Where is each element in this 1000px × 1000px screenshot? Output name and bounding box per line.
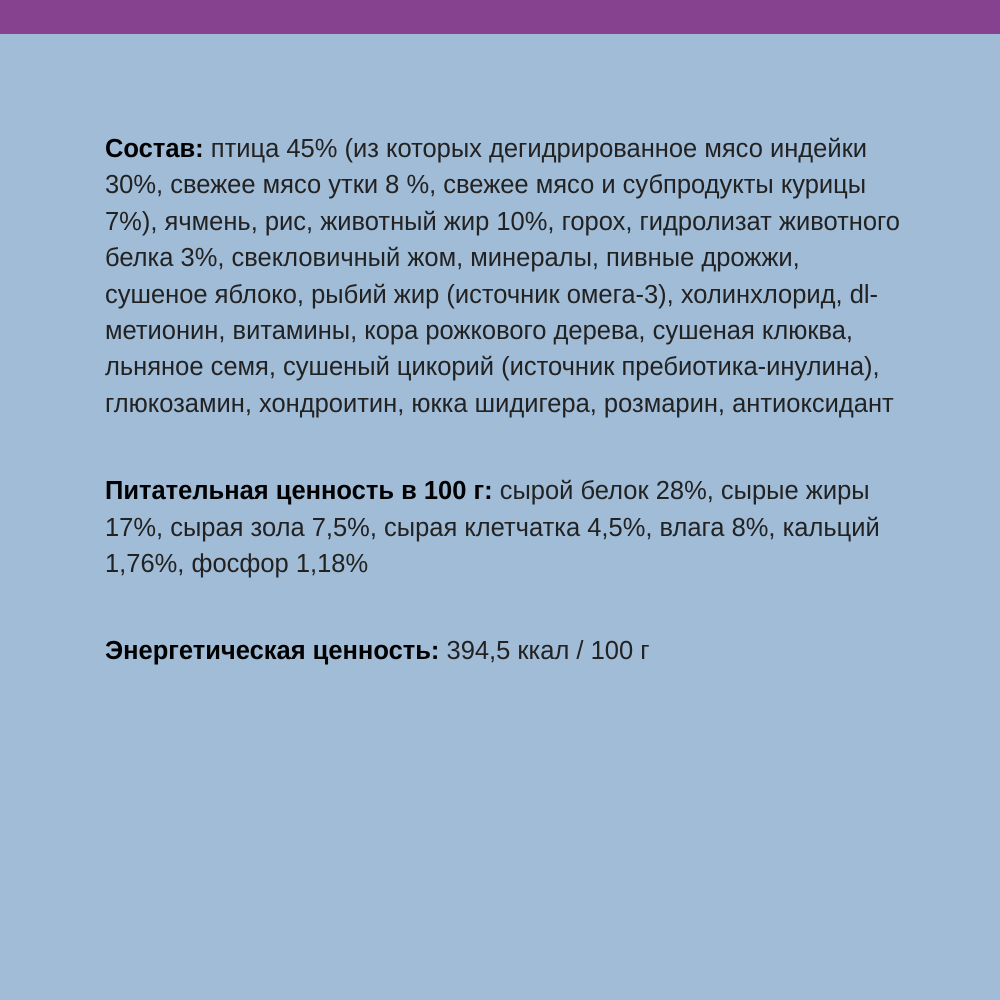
nutrition-label: Питательная ценность в 100 г: — [105, 477, 493, 506]
nutrition-text: сырой белок 28%, сырые жиры 17%, сырая зола 7,5%, сырая клетчатка 4,5%, влага 8%, кальций 1,76%, фосфор 1,18% — [105, 477, 880, 579]
product-info — [105, 131, 905, 670]
composition-label: Состав: — [105, 135, 204, 163]
energy-text: 394,5 ккал / 100 г — [439, 637, 650, 666]
nutrition-section — [105, 473, 905, 582]
top-accent-bar — [0, 0, 1000, 34]
composition-section — [105, 131, 905, 422]
energy-label: Энергетическая ценность: — [105, 637, 440, 666]
composition-text: птица 45% (из которых дегидрированное мясо индейки 30%, свежее мясо утки 8 %, свежее мясо и субпродукты курицы 7%), ячмень, рис, животный жир 10%, горох, гидролизат животного белка 3%, свекловичный жом, минералы, пивные дрожжи, сушеное яблоко, рыбий жир (источник омега-3), холинхлорид, dl-метионин, витамины, кора рожкового дерева, сушеная клюква, льняное семя, сушеный цикорий (источник пребиотика-инулина), глюкозамин, хондроитин, юкка шидигера, розмарин, антиоксидант — [105, 135, 900, 418]
energy-section — [105, 633, 905, 669]
